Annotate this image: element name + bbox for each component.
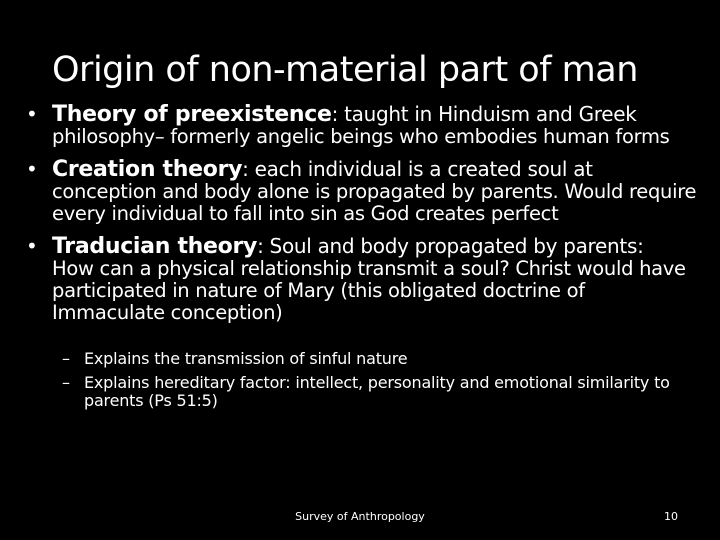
slide-footer: Survey of Anthropology [295, 510, 425, 523]
bullet-marker: • [26, 102, 38, 126]
subbullet-text: Explains the transmission of sinful nature [84, 349, 408, 368]
bullet-lead: Traducian theory [52, 234, 258, 259]
bullet-first-line [52, 103, 700, 126]
bullet-preexistence [24, 103, 700, 148]
bullet-creation [24, 158, 700, 225]
bullet-continuation: How can a physical relationship transmit a soul? Christ would have participated in nature of Mary (this obligated doctrine of Immaculate conception) [52, 257, 686, 324]
subbullet-list [62, 350, 682, 416]
bullet-marker: • [26, 234, 38, 258]
page-number: 10 [664, 510, 678, 523]
bullet-continuation: philosophy– formerly angelic beings who embodies human forms [52, 125, 670, 148]
bullet-lead: Theory of preexistence [52, 102, 332, 127]
bullet-first-line [52, 235, 700, 258]
bullet-continuation: conception and body alone is propagated by parents. Would require every individual to fall into sin as God creates perfect [52, 180, 697, 225]
subbullet-marker: – [62, 373, 70, 392]
bullet-marker: • [26, 157, 38, 181]
bullet-first-text: : taught in Hinduism and Greek [331, 102, 637, 126]
slide-title: Origin of non-material part of man [52, 50, 638, 90]
bullet-first-line [52, 158, 700, 181]
bullet-first-text: : each individual is a created soul at [242, 157, 593, 181]
subbullet-sinful-nature [62, 350, 682, 368]
bullet-traducian [24, 235, 700, 324]
subbullet-marker: – [62, 349, 70, 368]
bullet-list [24, 103, 700, 334]
bullet-first-text: : Soul and body propagated by parents: [257, 234, 644, 258]
bullet-lead: Creation theory [52, 157, 243, 182]
subbullet-text: Explains hereditary factor: intellect, personality and emotional similarity to parents (Ps 51:5) [84, 373, 670, 410]
subbullet-hereditary [62, 374, 682, 410]
